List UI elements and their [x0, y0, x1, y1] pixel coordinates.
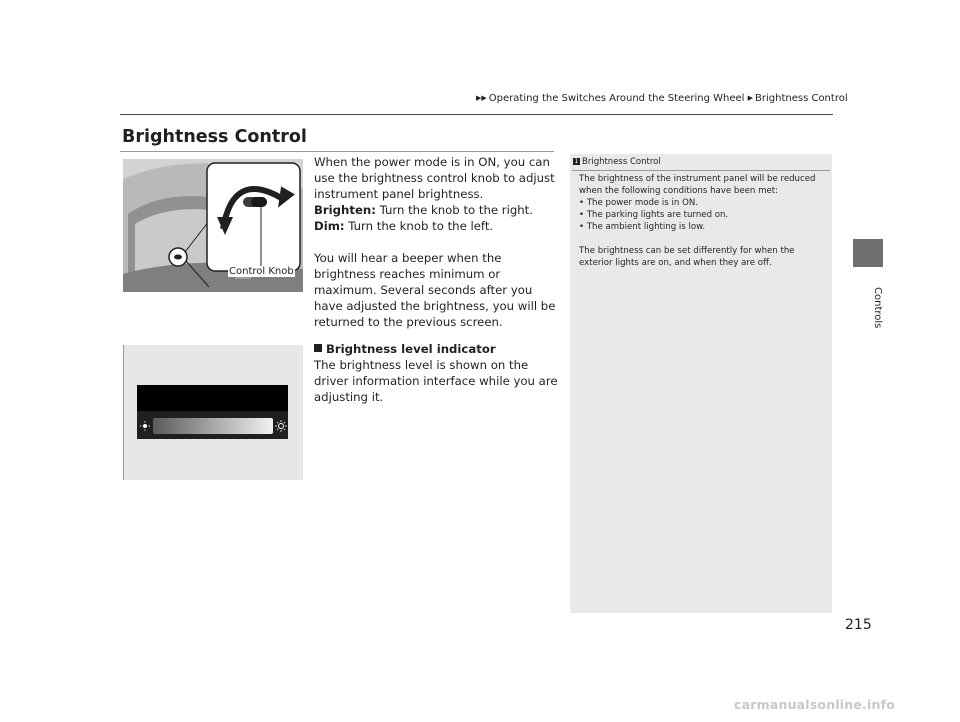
double-arrow-icon: ▶▶ [476, 94, 487, 102]
dim-line [314, 218, 558, 234]
square-bullet-icon [314, 344, 322, 352]
page-number: 215 [845, 617, 872, 633]
side-note-divider [572, 170, 830, 171]
brighten-line [314, 202, 558, 218]
page-title: Brightness Control [122, 127, 307, 147]
note-bullet-text: The parking lights are turned on. [586, 210, 729, 220]
paragraph-gap [314, 234, 558, 250]
header-divider [120, 114, 833, 115]
title-divider [120, 151, 554, 152]
main-text [314, 154, 558, 330]
arrow-icon: ▶ [747, 94, 754, 102]
note-bullet: • The power mode is in ON. [579, 198, 699, 208]
note-gap [579, 233, 825, 245]
brighten-description: Turn the knob to the right. [375, 203, 533, 217]
watermark: carmanualsonline.info [734, 697, 896, 712]
note-bullet: • The parking lights are turned on. [579, 210, 729, 220]
beeper-paragraph: You will hear a beeper when the brightness reaches minimum or maximum. Several seconds after you have adjusted the brightness, you will be returned to the previous screen. [314, 251, 556, 329]
note-intro: The brightness of the instrument panel will be reduced when the following conditions have been met: [579, 174, 816, 196]
note-bullet: • The ambient lighting is low. [579, 222, 706, 232]
note-bullet-text: The ambient lighting is low. [586, 222, 706, 232]
breadcrumb [476, 93, 848, 104]
dim-term: Dim: [314, 219, 345, 233]
indicator-heading-text: Brightness level indicator [326, 342, 496, 356]
brightness-indicator-illustration [123, 345, 303, 480]
brighten-term: Brighten: [314, 203, 376, 217]
chapter-tab-label: Controls [872, 287, 883, 329]
note-number: 1 [574, 158, 579, 165]
indicator-heading [314, 341, 558, 357]
dim-description: Turn the knob to the left. [344, 219, 494, 233]
chapter-tab-marker [853, 239, 883, 267]
note-bullet-text: The power mode is in ON. [586, 198, 699, 208]
side-note-body [579, 173, 825, 269]
breadcrumb-page[interactable]: Brightness Control [755, 93, 848, 104]
side-note-title: Brightness Control [582, 157, 661, 167]
indicator-section [314, 341, 558, 405]
control-knob-label: Control Knob [229, 266, 294, 277]
note-extra: The brightness can be set differently for when the exterior lights are on, and when they are off. [579, 246, 795, 268]
side-note-heading [573, 157, 661, 167]
intro-paragraph: When the power mode is in ON, you can use the brightness control knob to adjust instrument panel brightness. [314, 155, 555, 201]
indicator-paragraph: The brightness level is shown on the driver information interface while you are adjusting it. [314, 358, 558, 404]
breadcrumb-section[interactable]: Operating the Switches Around the Steering Wheel [488, 93, 745, 104]
